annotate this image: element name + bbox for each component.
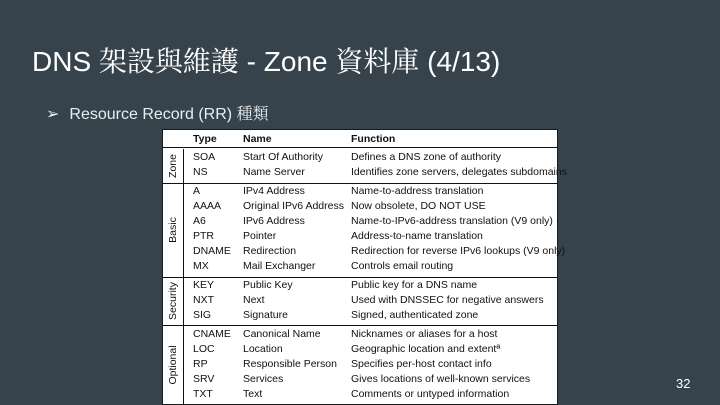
cell-function: Identifies zone servers, delegates subdomains (351, 166, 567, 178)
cell-type: NXT (193, 294, 214, 306)
cell-type: DNAME (193, 245, 231, 257)
cell-function: Signed, authenticated zone (351, 309, 479, 321)
cell-type: A6 (193, 215, 206, 227)
header-function: Function (351, 133, 396, 145)
table-row (163, 328, 557, 343)
cell-name: Canonical Name (243, 328, 321, 340)
cell-function: Controls email routing (351, 260, 454, 272)
table-row (163, 200, 557, 215)
table-row (163, 245, 566, 260)
group-label-text: Security (167, 282, 179, 320)
cell-name: Pointer (243, 230, 277, 242)
cell-name: Public Key (243, 279, 293, 291)
cell-type: AAAA (193, 200, 222, 212)
group-zone (163, 149, 567, 184)
table-row (163, 260, 557, 275)
group-label-text: Basic (167, 217, 179, 243)
slide-title: DNS 架設與維護 - Zone 資料庫 (4/13) (32, 46, 501, 77)
header-type: Type (193, 133, 217, 145)
group-security (163, 277, 557, 326)
bullet-text: Resource Record (RR) 種類 (69, 106, 269, 123)
table-row (163, 343, 557, 358)
cell-type: RP (193, 358, 208, 370)
cell-type: LOC (193, 343, 215, 355)
cell-function: Public key for a DNS name (351, 279, 478, 291)
page-number: 32 (676, 376, 691, 391)
cell-type: CNAME (193, 328, 231, 340)
table-row (163, 215, 557, 230)
bullet-line (46, 101, 269, 124)
cell-type: A (193, 185, 201, 197)
cell-name: Text (243, 388, 263, 400)
cell-name: Signature (243, 309, 288, 321)
cell-name: Next (243, 294, 265, 306)
cell-name: IPv6 Address (243, 215, 305, 227)
cell-name: Original IPv6 Address (243, 200, 344, 212)
cell-function: Name-to-IPv6-address translation (V9 only) (351, 215, 553, 227)
cell-function: Name-to-address translation (351, 185, 484, 197)
table-row (163, 388, 557, 403)
cell-type: SRV (193, 373, 215, 385)
table-row (163, 373, 557, 388)
cell-function: Nicknames or aliases for a host (351, 328, 498, 340)
cell-name: Name Server (243, 166, 305, 178)
arrow-bullet-icon: ➢ (46, 106, 60, 123)
cell-name: Mail Exchanger (243, 260, 316, 272)
table-row (163, 309, 557, 324)
table-row (163, 185, 557, 200)
group-label-text: Zone (167, 154, 179, 178)
group-optional (163, 325, 557, 405)
header-name: Name (243, 133, 272, 145)
cell-function: Redirection for reverse IPv6 lookups (V9 only) (351, 245, 566, 257)
cell-function: Used with DNSSEC for negative answers (351, 294, 544, 306)
table-row (163, 151, 557, 166)
cell-type: SOA (193, 151, 216, 163)
table-row (163, 230, 557, 245)
cell-function: Geographic location and extentª (351, 343, 501, 355)
cell-name: Location (243, 343, 283, 355)
cell-name: IPv4 Address (243, 185, 305, 197)
group-basic (163, 183, 566, 278)
cell-type: NS (193, 166, 208, 178)
cell-function: Gives locations of well-known services (351, 373, 531, 385)
group-label-text: Optional (167, 345, 179, 385)
cell-type: MX (193, 260, 209, 272)
cell-function: Comments or untyped information (351, 388, 510, 400)
cell-function: Now obsolete, DO NOT USE (351, 200, 486, 212)
cell-name: Redirection (243, 245, 297, 257)
cell-name: Responsible Person (243, 358, 337, 370)
cell-function: Defines a DNS zone of authority (351, 151, 501, 163)
resource-record-table (162, 129, 567, 405)
cell-function: Specifies per-host contact info (351, 358, 492, 370)
cell-type: PTR (193, 230, 214, 242)
table-row (163, 358, 557, 373)
cell-name: Services (243, 373, 284, 385)
cell-type: TXT (193, 388, 213, 400)
table-row (163, 166, 567, 181)
table-row (163, 294, 557, 309)
table-header (163, 130, 557, 148)
cell-function: Address-to-name translation (351, 230, 483, 242)
cell-type: SIG (193, 309, 212, 321)
cell-name: Start Of Authority (243, 151, 323, 163)
cell-type: KEY (193, 279, 215, 291)
table-row (163, 279, 557, 294)
